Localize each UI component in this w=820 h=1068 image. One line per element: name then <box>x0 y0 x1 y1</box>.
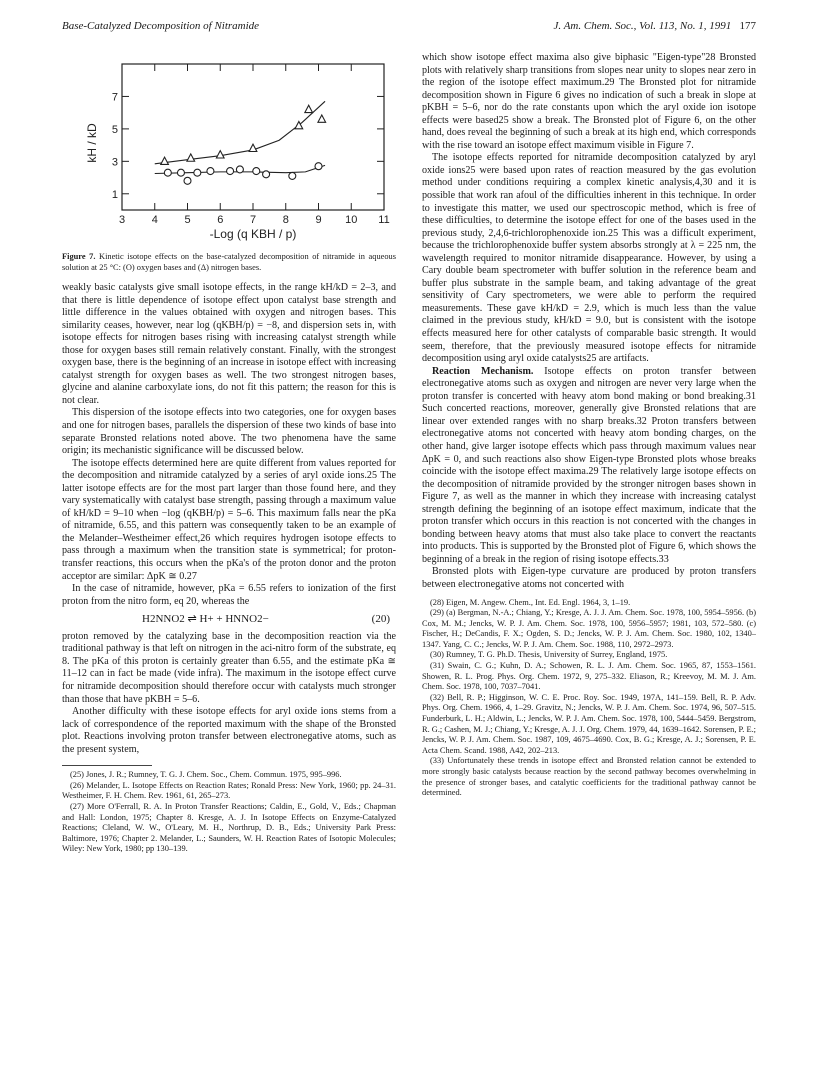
reference: (29) (a) Bergman, N.-A.; Chiang, Y.; Kresge, A. J. J. Am. Chem. Soc. 1978, 100, 5954–5956. (b) Cox, M. M.; Jencks, W. P. J. Am. Chem. Soc. 1978, 100, 5956–5957; 1981, 103, 572–580. (c) Fischer, H.; DeCandis, F. X.; Ogden, S. D.; Jencks, W. P. J. Am. Chem. Soc. 1980, 102, 1340–1347. Yang, C. C.; Jencks, W. P. J. Am. Chem. Soc. 1988, 110, 2972–2973. <box>422 608 756 649</box>
oxygen-base-point <box>289 172 296 179</box>
footnote-rule <box>62 765 152 766</box>
nitrogen-base-trend-line <box>155 101 325 163</box>
left-column <box>62 282 396 855</box>
page-number: 177 <box>739 20 756 32</box>
y-tick-label: 5 <box>111 123 118 136</box>
oxygen-base-point <box>184 177 191 184</box>
oxygen-base-point <box>236 166 243 173</box>
y-tick-label: 1 <box>111 188 118 201</box>
y-tick-label: 7 <box>111 91 118 104</box>
oxygen-base-point <box>315 163 322 170</box>
y-tick-label: 3 <box>111 156 118 169</box>
paragraph-body: Isotope effects on proton transfer between electronegative atoms such as oxygen and nitrogen are never very large when the proton transfer is concerted with heavy atom bond making or bond breaking.31 Such concerted reactions, moreover, generally give Bronsted relations that are linear over extended ranges with no sharp breaks.32 Proton transfers between electronegative atoms not concerted with heavy atom bonding charges, on the other hand, give larger isotope effects which pass through maximum values near ΔpK = 0, and such reactions also show Eigen-type Bronsted plots whose breaks coincide with the isotope effect maxima.29 The relatively large isotope effects on the decomposition of nitramide provided by the stronger nitrogen bases shown in Figure 7, as well as the manner in which they increase with increasing catalyst strength defining the beginning of an isotope effect maximum, indicate that the proton transfer which occurs in this reaction is not concerted with the changes in bonding between heavy atoms that must also take place to convert the reactants into products. This is supported by the Bronsted plot of Figure 6, which shows the beginning of a break in the region of rising isotope effects.33 <box>422 365 757 565</box>
plot-frame <box>122 64 384 210</box>
reference: (33) Unfortunately these trends in isotope effect and Bronsted relation cannot be extended to more strongly basic catalysts because reaction by the second pathway becomes overwhelming in the presence of stronger bases, and catalytic coefficients for the traditional pathway cannot be determined. <box>422 756 756 798</box>
equation-text: H2NNO2 ⇌ H+ + HNNO2− <box>142 613 269 626</box>
paragraph: This dispersion of the isotope effects into two categories, one for oxygen bases and one for nitrogen bases, parallels the dispersion of these two kinds of base into separate Bronsted relations noted above. The two phenomena have the same origin; its mechanistic significance will be discussed below. <box>62 407 396 457</box>
reference: (30) Rumney, T. G. Ph.D. Thesis, University of Surrey, England, 1975. <box>430 650 668 660</box>
section-heading: Reaction Mechanism. <box>432 365 534 377</box>
nitrogen-base-point <box>187 154 195 161</box>
right-column <box>422 52 756 799</box>
equation-number: (20) <box>371 613 390 626</box>
x-tick-label: 8 <box>282 214 289 226</box>
reference: (26) Melander, L. Isotope Effects on Reaction Rates; Ronald Press: New York, 1960; pp. 24–31. Westheimer, F. H. Chem. Rev. 1961, 61, 265–273. <box>62 780 396 801</box>
oxygen-base-point <box>177 169 184 176</box>
equation-20 <box>62 608 396 631</box>
journal-citation <box>554 20 756 32</box>
figure-7 <box>62 50 396 245</box>
isotope-effect-chart <box>62 50 396 245</box>
oxygen-base-point <box>263 171 270 178</box>
oxygen-base-point <box>253 168 260 175</box>
x-tick-label: 7 <box>249 214 257 226</box>
reference: (28) Eigen, M. Angew. Chem., Int. Ed. Engl. 1964, 3, 1–19. <box>430 597 631 607</box>
reference: (25) Jones, J. R.; Rumney, T. G. J. Chem. Soc., Chem. Commun. 1975, 995–996. <box>70 770 342 780</box>
x-tick-label: 10 <box>345 214 358 226</box>
references-right <box>422 598 756 799</box>
reference: (31) Swain, C. G.; Kuhn, D. A.; Schowen, R. L. J. Am. Chem. Soc. 1965, 87, 1553–1561. Showen, R. L. Prog. Phys. Org. Chem. 1972, 9, 275–332. Eliason, R.; Kreevoy, M. M. J. Am. Chem. Soc. 1978, 100, 7037–7041. <box>422 661 756 692</box>
paragraph: which show isotope effect maxima also give biphasic "Eigen-type"28 Bronsted plots with relatively sharp transitions from slopes near unity to slopes near zero in the region of the isotope effect maximum.29 The Bronsted plot for nitramide decomposition shown in Figure 6 gives no indication of such a break in slope at pKBH = 5–6, nor do the rate constants upon which the aryl oxide ion isotope effects were based25 show a break. The Bronsted plot of Figure 6, on the other hand, does reveal the beginning of such a break at its high end, which corresponds with the rise toward an isotope effect maximum visible in Figure 7. <box>422 52 756 151</box>
y-axis-label: kH / kD <box>85 123 99 163</box>
nitrogen-base-point <box>318 115 326 122</box>
caption-text: Kinetic isotope effects on the base-catalyzed decomposition of nitramide in aqueous solution at 25 °C: (O) oxygen bases and (Δ) nitrogen bases. <box>62 252 396 272</box>
x-tick-label: 6 <box>217 214 224 226</box>
paragraph: weakly basic catalysts give small isotope effects, in the range kH/kD = 2–3, and that there is little dependence of isotope effect upon catalyst base strength and little difference in the values obtained with oxygen and nitrogen bases. This similarity ceases, however, near log (qKBH/p) = −8, and dispersion sets in, with isotope effects for nitrogen bases rising with increasing catalyst strength while those for oxygen bases still remain relatively constant. Finally, with the strongest oxygen base, there is the beginning of an increase in isotope effect with increasing catalyst strength for oxygen bases as well. The two strongest nitrogen bases, glycine and alanine carboxylate ions, do not fit this pattern; the reason for this is not clear. <box>62 282 396 406</box>
oxygen-base-point <box>164 169 171 176</box>
nitrogen-base-point <box>305 105 313 112</box>
reference: (27) More O'Ferrall, R. A. In Proton Transfer Reactions; Caldin, E., Gold, V., Eds.; Chapman and Hall: London, 1975; Chapter 8. Kresge, A. J. In Isotope Effects on Enzyme-Catalyzed Reactions; Cleland, W. W., O'Leary, M. H., Northrup, D. B., Eds.; University Park Press: Baltimore, 1976; Chapter 2. Melander, L.; Saunders, W. H. Reaction Rates of Isotopic Molecules; Wiley: New York, 1980; pp 130–139. <box>62 802 396 854</box>
oxygen-base-point <box>207 168 214 175</box>
paragraph: The isotope effects determined here are quite different from values reported for the decomposition and nitramide catalyzed by a series of aryl oxide ions.25 The latter isotope effects are for the most part larger than those found here, and they vary systematically with catalyst base strength, passing through a maximum value of kH/kD = 9–10 when −log (qKBH/p) = 5–6. This maximum falls near the pKa of nitramide, 6.55, and this pattern was consequently taken to be an example of the Melander–Westheimer effect,26 which requires hydrogen isotope effects to pass through a maximum when the transition state is symmetrical; for proton-transfer reactions, this occurs when the pKa's of the proton donor and the proton acceptor are similar: ΔpK ≅ 0.27 <box>62 457 396 582</box>
paragraph: In the case of nitramide, however, pKa = 6.55 refers to ionization of the first proton from the nitro form, eq 20, whereas the <box>62 583 396 607</box>
x-tick-label: 5 <box>184 214 191 226</box>
caption-label: Figure 7. <box>62 252 96 261</box>
reference: (32) Bell, R. P.; Higginson, W. C. E. Proc. Roy. Soc. 1949, 197A, 141–159. Bell, R. P. Adv. Phys. Org. Chem. 1966, 4, 1–29. Gravitz, N.; Jencks, W. P. J. Am. Chem. Soc. 1974, 96, 507–515. Funderburk, L. H.; Aldwin, L.; Jencks, W. P. J. Am. Chem. Soc. 1978, 100, 5444–5459. Bergstrom, R. G.; Cashen, M. J.; Chiang, Y.; Kresge, A. J. J. Org. Chem. 1979, 44, 1639–1642. Sorensen, P. E.; Jencks, W. P. J. Am. Chem. Soc. 1987, 109, 4675–4690. Cox, B. G.; Kresge, A. J.; Sorensen, P. E. Acta Chem. Scand. 1988, A42, 202–213. <box>422 692 756 755</box>
paragraph: Bronsted plots with Eigen-type curvature are produced by proton transfers between electronegative atoms not concerted with <box>422 566 756 590</box>
oxygen-base-point <box>194 169 201 176</box>
journal-info: J. Am. Chem. Soc., Vol. 113, No. 1, 1991 <box>553 20 732 32</box>
nitrogen-base-point <box>161 157 169 164</box>
nitrogen-base-point <box>249 144 257 151</box>
x-axis-label: -Log (q KBH / p) <box>209 227 297 241</box>
paragraph: proton removed by the catalyzing base in the decomposition reaction via the traditional pathway is that left on nitrogen in the aci-nitro form of the substrate, eq 8. The pKa of this proton is certainly greater than 6.55, and the estimate pKa ≅ 11–12 can in fact be made (vide infra). The maximum in the isotope effect curve for nitramide decomposition should therefore occur with catalysts much stronger than those that have pKBH = 5–6. <box>62 630 396 705</box>
paragraph <box>422 366 756 567</box>
x-tick-label: 3 <box>118 214 126 226</box>
oxygen-base-point <box>227 168 234 175</box>
x-tick-label: 4 <box>151 214 158 226</box>
paragraph: Another difficulty with these isotope effects for aryl oxide ions stems from a lack of correspondence of the reported maximum with the shape of the Bronsted plot. Reactions involving proton transfer between electronegative atoms, such as the present system, <box>62 706 396 755</box>
running-title: Base-Catalyzed Decomposition of Nitramide <box>62 20 260 32</box>
x-tick-label: 11 <box>378 214 390 226</box>
nitrogen-base-point <box>216 151 224 158</box>
references-left <box>62 770 396 855</box>
paragraph: The isotope effects reported for nitramide decomposition catalyzed by aryl oxide ions25 were based upon rates of reaction measured by the gas evolution method under conditions requiring a complex kinetic analysis,4,30 and it is possible that work ran afoul of the difficulties inherent in this technique. In order to investigate this matter, we used our spectroscopic method, which is free of these difficulties, to determine the isotope effect for one of the bases used in the previous study, 2,4,6-trichlorophenoxide ion.25 This was a difficult experiment, because the trichlorophenoxide buffer system absorbs strongly at λ = 225 nm, the wavelength required to monitor nitramide disappearance. However, by using a Cary double beam spectrometer with buffer solution in the reference beam and buffer plus substrate in the sample beam, and taking advantage of the great sensitivity of Cary spectrometers, we were able to perform the required measurements. These gave kH/kD = 2.9, which is much less than the value claimed in the previous study, kH/kD = 9.0, but is consistent with the isotope effects measured here for other catalysts of comparable basic strength. It would seem, therefore, that the previously measured isotope effects for nitramide decomposition using aryl oxide catalysts25 are artifacts. <box>422 152 756 365</box>
page-header <box>62 20 756 36</box>
x-tick-label: 9 <box>315 214 322 226</box>
figure-caption <box>62 252 396 273</box>
